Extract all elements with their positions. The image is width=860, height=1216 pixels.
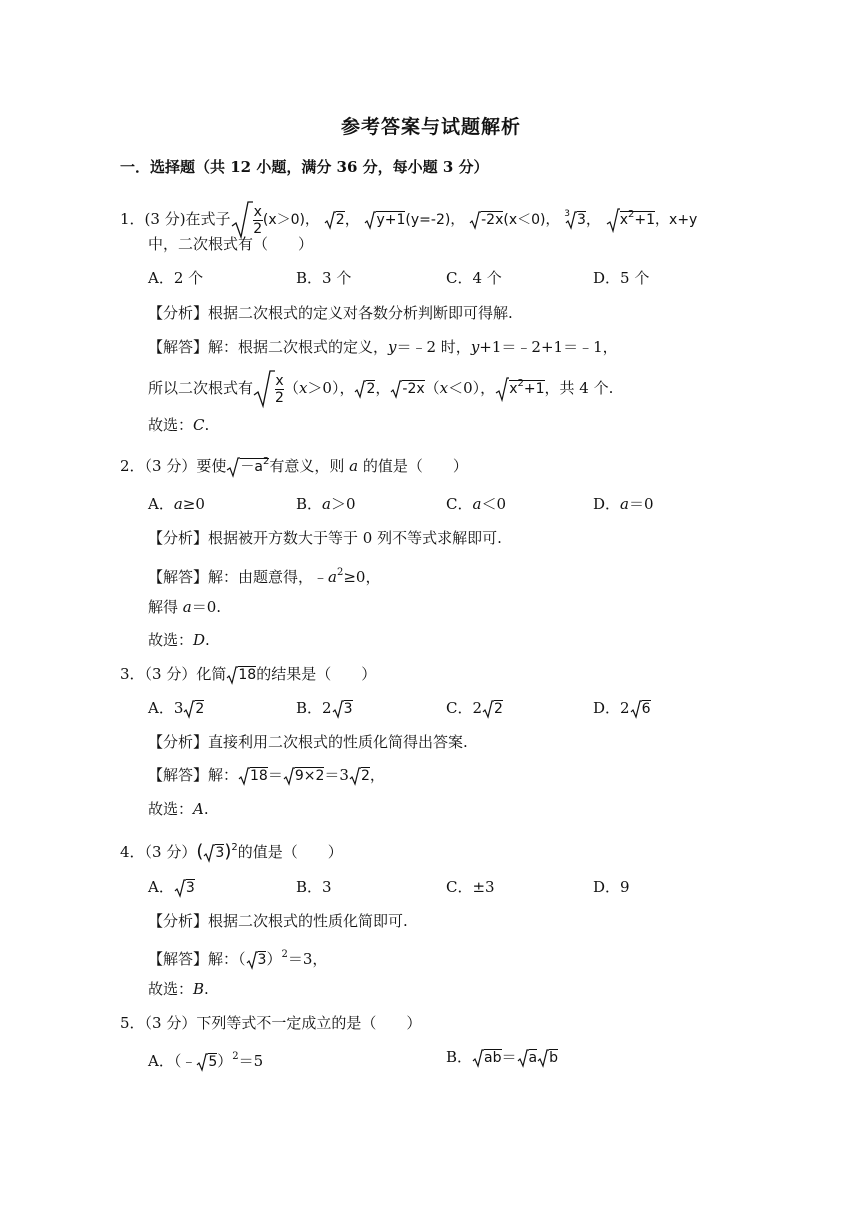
option-b bbox=[296, 494, 356, 514]
answer-label: 故选： bbox=[148, 980, 194, 998]
paren: ( bbox=[196, 841, 204, 862]
paren: ) bbox=[224, 841, 232, 862]
radicand: 2 bbox=[195, 701, 205, 717]
solution-text bbox=[148, 945, 327, 970]
solution-text bbox=[148, 563, 380, 587]
separator: ， bbox=[344, 210, 360, 228]
condition-text: (x＜0)， bbox=[503, 212, 560, 228]
separator: ， bbox=[375, 379, 391, 397]
solution-prefix: 所以二次根式有 bbox=[148, 379, 254, 397]
equals: ＝ bbox=[267, 766, 283, 784]
comma: ， bbox=[369, 766, 385, 784]
step-tail: ＝0. bbox=[191, 598, 222, 616]
radicand-tail: +1 bbox=[523, 381, 545, 397]
question-5-stem: 5．（3 分）下列等式不一定成立的是（ ） bbox=[120, 1014, 422, 1032]
fraction bbox=[275, 373, 284, 406]
condition-text: (x＞0)， bbox=[262, 212, 319, 228]
fraction-numerator: x bbox=[275, 372, 284, 389]
radicand: 18 bbox=[238, 667, 257, 683]
radicand: x bbox=[509, 381, 518, 397]
option-c bbox=[446, 494, 506, 514]
solution-tail: +1＝﹣2+1＝﹣1， bbox=[479, 338, 618, 356]
exponent: 2 bbox=[628, 209, 635, 220]
option-d bbox=[593, 494, 654, 514]
sqrt-icon bbox=[517, 1048, 529, 1068]
option-label: B． bbox=[296, 699, 323, 717]
option-text: ≥0 bbox=[182, 495, 205, 513]
radicand: 3 bbox=[185, 880, 195, 896]
var-a: a bbox=[322, 495, 331, 513]
cube-root-icon bbox=[565, 210, 577, 230]
option-d: D．9 bbox=[593, 878, 630, 896]
solution-step bbox=[148, 597, 221, 617]
radicand: 9×2 bbox=[294, 768, 325, 784]
stem-text: 有意义，则 bbox=[269, 457, 350, 475]
option-a bbox=[148, 494, 205, 514]
var-a: a bbox=[620, 495, 629, 513]
separator: ， bbox=[585, 210, 601, 228]
var-x: x bbox=[439, 379, 449, 397]
option-text: ＝5 bbox=[238, 1052, 264, 1070]
solution-lead: 【解答】解：根据二次根式的定义， bbox=[148, 338, 389, 356]
coefficient: 2 bbox=[472, 699, 483, 717]
q4-prefix: 4．（3 分） bbox=[120, 843, 197, 861]
radicand: 18 bbox=[250, 768, 268, 784]
analysis-text: 【分析】直接利用二次根式的性质化简得出答案. bbox=[148, 733, 468, 751]
answer-label: 故选： bbox=[148, 631, 194, 649]
coefficient: 2 bbox=[620, 699, 630, 717]
radicand: 2 bbox=[494, 701, 503, 717]
exponent: 2 bbox=[262, 456, 270, 467]
expression-x-plus-y: ，x+y bbox=[655, 212, 698, 228]
solution-text bbox=[148, 765, 385, 786]
option-d: D．5 个 bbox=[593, 269, 650, 287]
option-label: C． bbox=[446, 495, 473, 513]
step-lead: 解得 bbox=[148, 598, 183, 616]
radicand: 2 bbox=[360, 768, 370, 784]
sqrt-icon bbox=[390, 379, 402, 399]
radicand: ab bbox=[484, 1050, 502, 1066]
answer-line bbox=[148, 630, 210, 650]
period: . bbox=[204, 416, 210, 434]
option-a bbox=[148, 1047, 263, 1072]
radicand: 2 bbox=[335, 212, 345, 228]
question-3-stem bbox=[120, 664, 376, 685]
paren: ） bbox=[266, 950, 282, 968]
stem-text: 的值是（ ） bbox=[358, 457, 468, 475]
radicand: b bbox=[549, 1050, 558, 1066]
answer-value: B bbox=[193, 980, 205, 998]
sqrt-icon bbox=[482, 699, 494, 719]
sqrt-icon bbox=[283, 766, 295, 786]
question-1-stem-line2: 中，二次根式有（ ） bbox=[148, 235, 314, 253]
condition-text: ＞0）， bbox=[307, 379, 355, 397]
fraction-denominator: 2 bbox=[275, 389, 284, 406]
radicand: -2x bbox=[481, 212, 504, 228]
sqrt-icon bbox=[226, 665, 238, 685]
analysis-text: 【分析】根据二次根式的定义对各数分析判断即可得解. bbox=[148, 304, 513, 322]
stem-text: 的结果是（ ） bbox=[256, 665, 377, 683]
question-4-stem bbox=[120, 835, 343, 861]
radicand: 3 bbox=[215, 845, 225, 861]
solution-tail: ＝3， bbox=[287, 950, 328, 968]
sqrt-icon bbox=[472, 1048, 484, 1068]
sqrt-icon bbox=[469, 210, 481, 230]
sqrt-icon bbox=[324, 210, 336, 230]
option-text: ＝0 bbox=[628, 495, 654, 513]
var-y: y bbox=[388, 338, 397, 356]
exponent: 2 bbox=[232, 1051, 239, 1062]
option-label: A．（﹣ bbox=[148, 1052, 197, 1070]
solution-tail: ，共 4 个. bbox=[544, 379, 614, 397]
option-a: A．2 个 bbox=[148, 269, 204, 287]
radicand: x bbox=[619, 212, 629, 228]
condition-text: (y=-2)， bbox=[405, 212, 465, 228]
answer-value: A bbox=[193, 800, 204, 818]
option-b bbox=[446, 1047, 558, 1068]
option-c: C．4 个 bbox=[446, 269, 502, 287]
exponent: 2 bbox=[231, 842, 238, 853]
option-b bbox=[296, 698, 353, 719]
solution-text bbox=[148, 337, 618, 357]
answer-value: D bbox=[193, 631, 206, 649]
sqrt-icon bbox=[196, 1052, 208, 1072]
q2-prefix: 2．（3 分）要使 bbox=[120, 457, 227, 475]
sqrt-icon bbox=[203, 843, 215, 863]
option-label: A． bbox=[148, 495, 174, 513]
option-a bbox=[148, 698, 204, 719]
sqrt-icon bbox=[349, 766, 361, 786]
option-label: B． bbox=[446, 1048, 473, 1066]
question-1-stem bbox=[120, 194, 698, 237]
radicand-tail: +1 bbox=[634, 212, 656, 228]
sqrt-icon bbox=[246, 950, 258, 970]
var-a: a bbox=[173, 495, 183, 513]
option-d bbox=[593, 698, 651, 719]
radicand: 3 bbox=[343, 701, 353, 717]
radicand: 3 bbox=[257, 952, 267, 968]
option-c: C．±3 bbox=[446, 878, 495, 896]
sqrt-icon bbox=[537, 1048, 549, 1068]
paren: （ bbox=[283, 379, 299, 397]
answer-line bbox=[148, 979, 209, 999]
var-a: a bbox=[472, 495, 482, 513]
option-text: ＜0 bbox=[481, 495, 506, 513]
analysis-text: 【分析】根据二次根式的性质化简即可. bbox=[148, 912, 408, 930]
sqrt-icon bbox=[174, 878, 186, 898]
radicand: 5 bbox=[208, 1054, 218, 1070]
exponent: 2 bbox=[517, 378, 524, 389]
option-label: A． bbox=[148, 878, 174, 896]
radicand: －a bbox=[240, 459, 263, 475]
solution-lead: 【解答】解： bbox=[148, 766, 239, 784]
option-label: D． bbox=[593, 699, 621, 717]
radicand: -2x bbox=[402, 381, 425, 397]
equals: ＝ bbox=[501, 1048, 517, 1066]
q1-prefix: 1．(3 分)在式子 bbox=[120, 210, 231, 228]
var-y: y bbox=[470, 338, 480, 356]
period: . bbox=[204, 980, 209, 998]
stem-text: 的值是（ ） bbox=[237, 843, 343, 861]
sqrt-icon bbox=[630, 699, 642, 719]
radicand: a bbox=[528, 1050, 538, 1066]
sqrt-icon bbox=[332, 699, 344, 719]
option-label: D． bbox=[593, 495, 621, 513]
paren: （ bbox=[424, 379, 440, 397]
period: . bbox=[203, 800, 209, 818]
sqrt-icon bbox=[226, 456, 240, 478]
option-label: A． bbox=[148, 699, 174, 717]
option-label: C． bbox=[446, 699, 473, 717]
answer-label: 故选： bbox=[148, 800, 194, 818]
sqrt-icon bbox=[238, 766, 250, 786]
condition-text: ＜0）， bbox=[448, 379, 496, 397]
solution-mid: ＝﹣2 时， bbox=[396, 338, 471, 356]
answer-line bbox=[148, 799, 209, 819]
exponent: 2 bbox=[336, 567, 344, 578]
cube-root-index: 3 bbox=[564, 209, 570, 219]
sqrt-icon bbox=[606, 207, 620, 233]
option-label: B． bbox=[296, 495, 323, 513]
option-b: B．3 bbox=[296, 878, 332, 896]
fraction-numerator: x bbox=[253, 203, 262, 220]
option-text: ＞0 bbox=[330, 495, 356, 513]
period: . bbox=[205, 631, 210, 649]
sqrt-icon bbox=[364, 210, 376, 230]
solution-tail: ≥0， bbox=[343, 568, 381, 586]
solution-lead: 【解答】解：由题意得，﹣ bbox=[148, 568, 329, 586]
coefficient: 2 bbox=[322, 699, 332, 717]
coefficient: 3 bbox=[173, 699, 184, 717]
var-a: a bbox=[328, 568, 337, 586]
option-b: B．3 个 bbox=[296, 269, 352, 287]
q3-prefix: 3．（3 分）化简 bbox=[120, 665, 227, 683]
radicand: 2 bbox=[366, 381, 376, 397]
question-2-stem bbox=[120, 452, 468, 478]
sqrt-icon bbox=[183, 699, 195, 719]
var-x: x bbox=[298, 379, 308, 397]
solution-lead: 【解答】解：（ bbox=[148, 950, 246, 968]
exponent: 2 bbox=[281, 949, 288, 960]
sqrt-icon bbox=[495, 376, 509, 402]
answer-label: 故选： bbox=[148, 416, 194, 434]
equals: ＝3 bbox=[324, 766, 349, 784]
paren: ） bbox=[217, 1052, 233, 1070]
sqrt-icon bbox=[253, 369, 275, 409]
var-a: a bbox=[182, 598, 192, 616]
analysis-text: 【分析】根据被开方数大于等于 0 列不等式求解即可. bbox=[148, 529, 502, 547]
radicand: 3 bbox=[577, 212, 586, 228]
answer-line bbox=[148, 415, 209, 435]
section-heading: 一．选择题（共 12 小题，满分 36 分，每小题 3 分） bbox=[120, 158, 489, 176]
page-title: 参考答案与试题解析 bbox=[341, 116, 522, 138]
option-a bbox=[148, 877, 195, 898]
var-a: a bbox=[349, 457, 359, 475]
fraction bbox=[253, 204, 263, 237]
radicand: 6 bbox=[641, 701, 651, 717]
radicand: y+1 bbox=[376, 212, 406, 228]
sqrt-icon bbox=[354, 379, 366, 399]
solution-line-2 bbox=[148, 364, 613, 404]
fraction-denominator: 2 bbox=[253, 220, 263, 237]
option-c bbox=[446, 698, 503, 719]
answer-value: C bbox=[193, 416, 205, 434]
